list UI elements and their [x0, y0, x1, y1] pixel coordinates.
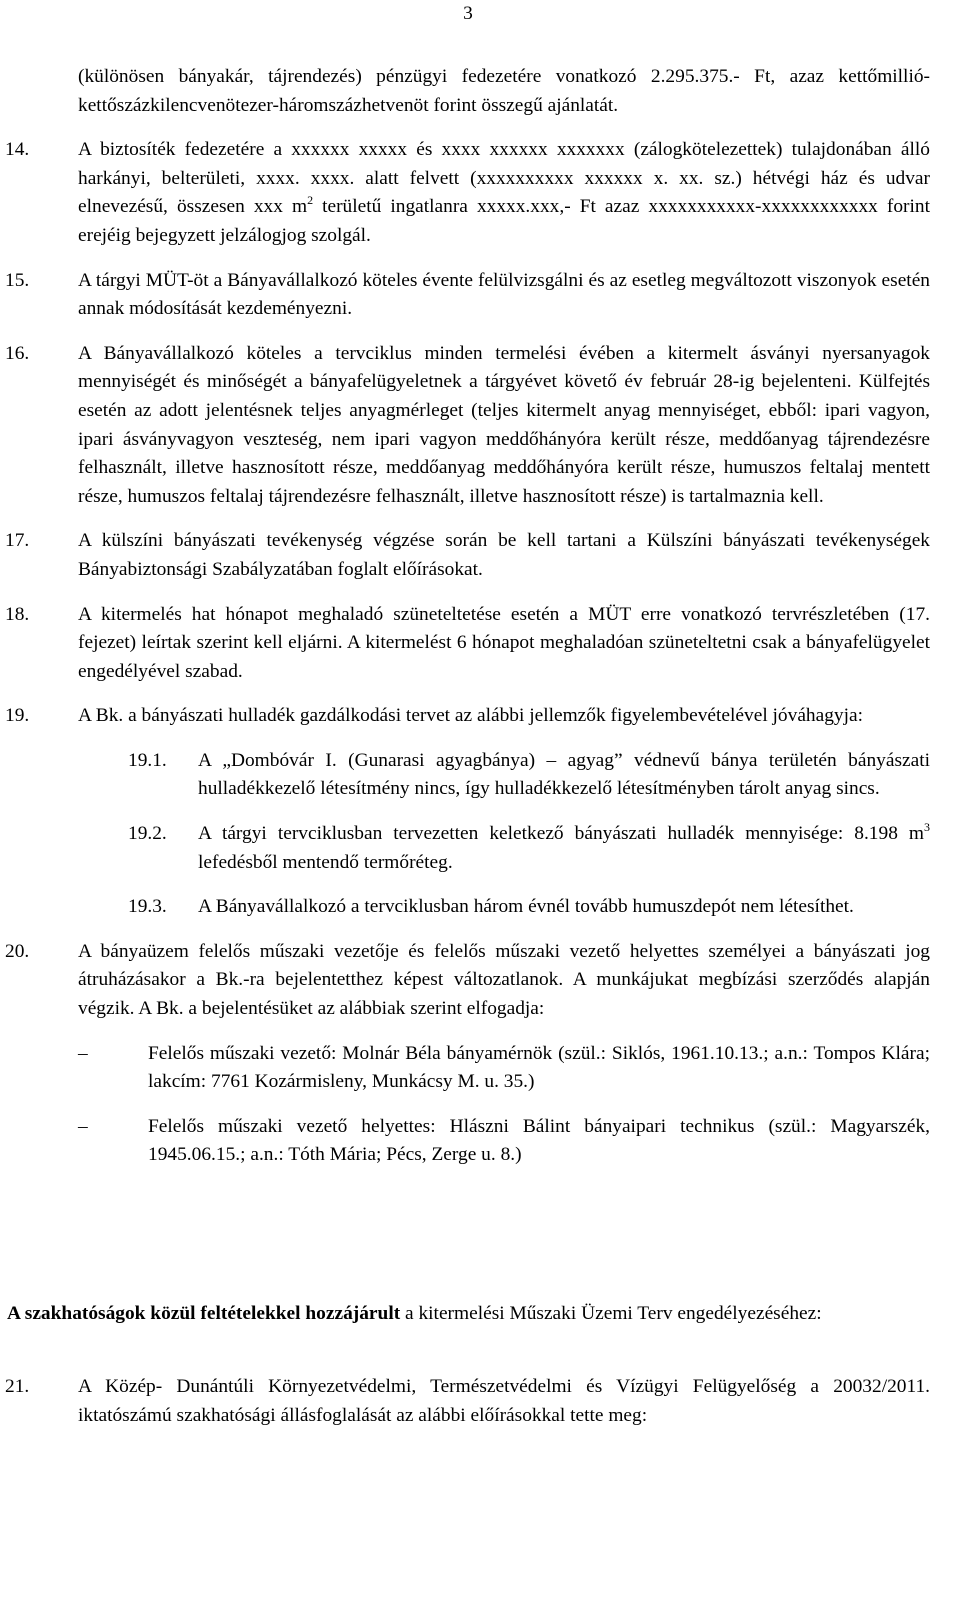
- sub-item-text-part: A tárgyi tervciklusban tervezetten keletkező bányászati hulladék mennyisége: 8.198 m: [198, 823, 924, 845]
- sub-item-19-3: [128, 893, 930, 922]
- item-text: A biztosíték fedezetére a xxxxxx xxxxx és xxxx xxxxxx xxxxxxx (zálogkötelezettek) tulajdonában álló harkányi, belterületi, xxxx. xxxx. alatt felvett (xxxxxxxxxx xxxxxx x. xx. sz.) hétvégi ház és udvar elnevezésű, összesen xxx m: [78, 139, 930, 218]
- sub-item-19-1: [128, 747, 930, 804]
- section-bold-lead: A szakhatóságok közül feltételekkel hozzájárult: [7, 1303, 401, 1324]
- intro-text: (különösen bányakár, tájrendezés) pénzügyi fedezetére vonatkozó 2.295.375.- Ft, azaz kettőmillió-kettőszázkilencvenötezer-háromszázhetvenöt forint összegű ajánlatát.: [78, 66, 930, 116]
- list-item-21: [5, 1373, 930, 1430]
- list-item-18: [5, 601, 930, 687]
- sub-item-text: A „Dombóvár I. (Gunarasi agyagbánya) – agyag” védnevű bánya területén bányászati hulladékkezelő létesítmény nincs, így hulladékkezelő létesítményben tárolt anyag sincs.: [198, 749, 930, 800]
- item-number: 14.: [5, 139, 30, 161]
- item-number: 16.: [5, 342, 30, 364]
- list-item-20: [5, 938, 930, 1024]
- sub-item-text: A Bányavállalkozó a tervciklusban három évnél tovább humuszdepót nem létesíthet.: [198, 896, 854, 918]
- bullet-item-1: [78, 1040, 930, 1097]
- sub-item-text: [198, 820, 930, 877]
- sub-item-number: 19.2.: [128, 823, 167, 845]
- sub-item-number: 19.1.: [128, 749, 167, 771]
- intro-paragraph: [78, 63, 930, 120]
- list-item-14: [5, 136, 930, 250]
- item-text-continued: területű ingatlanra xxxxx.xxx,- Ft azaz xxxxxxxxxxx-xxxxxxxxxxxx forint erejéig bejegyzett jelzálogjog szolgál.: [78, 196, 930, 246]
- list-item-16: [5, 340, 930, 512]
- bullet-text: Felelős műszaki vezető helyettes: Hlászni Bálint bányaipari technikus (szül.: Magyarszék, 1945.06.15.; a.n.: Tóth Mária; Pécs, Zerge u. 8.): [148, 1115, 930, 1166]
- item-number: 18.: [5, 603, 30, 625]
- section-text: a kitermelési Műszaki Üzemi Terv engedélyezéséhez:: [400, 1303, 822, 1324]
- bullet-item-2: [78, 1113, 930, 1170]
- item-number: 17.: [5, 530, 30, 552]
- list-item-19: [5, 702, 930, 731]
- superscript: 2: [307, 193, 314, 208]
- item-text: A Bányavállalkozó köteles a tervciklus minden termelési évében a kitermelt ásványi nyersanyagok mennyiségét és minőségét a bányafelügyeletnek a tárgyévet követő év február 28-ig bejelenteni. Külfejtés esetén az adott jelentésnek teljes anyagmérleget (teljes kitermelt anyag mennyiséget, ebből: ipari vagyon, ipari ásványvagyon veszteség, nem ipari vagyon meddőhányóra került része, meddőanyag tájrendezésre felhasznált, illetve hasznosított része, meddőanyag meddőhányóra került része, humuszos feltalaj mentett része, humuszos feltalaj tájrendezésre felhasznált, illetve hasznosított része) is tartalmaznia kell.: [78, 342, 930, 507]
- dash-bullet: –: [78, 1042, 88, 1064]
- section-heading-paragraph: [7, 1300, 930, 1329]
- sub-item-text-continued: lefedésből mentendő termőréteg.: [198, 851, 453, 873]
- item-number: 19.: [5, 705, 30, 727]
- item-text: A bányaüzem felelős műszaki vezetője és felelős műszaki vezető helyettes személyei a bányászati jog átruházásakor a Bk.-ra bejelentetthez képest változatlanok. A munkájukat megbízási szerződés alapján végzik. A Bk. a bejelentésüket az alábbiak szerint elfogadja:: [78, 940, 930, 1020]
- item-text: A Közép- Dunántúli Környezetvédelmi, Természetvédelmi és Vízügyi Felügyelőség a 20032/2011. iktatószámú szakhatósági állásfoglalását az alábbi előírásokkal tette meg:: [78, 1376, 930, 1426]
- bullet-text: Felelős műszaki vezető: Molnár Béla bányamérnök (szül.: Siklós, 1961.10.13.; a.n.: Tompos Klára; lakcím: 7761 Kozármisleny, Munkácsy M. u. 35.): [148, 1042, 930, 1093]
- sub-item-19-2: [128, 820, 930, 877]
- item-number: 20.: [5, 940, 30, 962]
- sub-item-number: 19.3.: [128, 896, 167, 918]
- document-body: [5, 63, 930, 1186]
- item-text: A Bk. a bányászati hulladék gazdálkodási tervet az alábbi jellemzők figyelembevételével jóváhagyja:: [78, 705, 864, 727]
- list-item-15: [5, 267, 930, 324]
- superscript: 3: [924, 820, 930, 835]
- item-text: A kitermelés hat hónapot meghaladó szüneteltetése esetén a MÜT erre vonatkozó tervrészletében (17. fejezet) leírtak szerint kell eljárni. A kitermelést 6 hónapot meghaladóan szüneteltetni csak a bányafelügyelet engedélyével szabad.: [78, 603, 930, 682]
- page-number: 3: [463, 3, 473, 24]
- item-text: A tárgyi MÜT-öt a Bányavállalkozó köteles évente felülvizsgálni és az esetleg megváltozott viszonyok esetén annak módosítását kezdeményezni.: [78, 269, 930, 320]
- item-text: A külszíni bányászati tevékenység végzése során be kell tartani a Külszíni bányászati tevékenységek Bányabiztonsági Szabályzatában foglalt előírásokat.: [78, 530, 930, 580]
- dash-bullet: –: [78, 1115, 88, 1137]
- list-item-17: [5, 527, 930, 584]
- item-number: 15.: [5, 269, 30, 291]
- item-number: 21.: [5, 1376, 30, 1397]
